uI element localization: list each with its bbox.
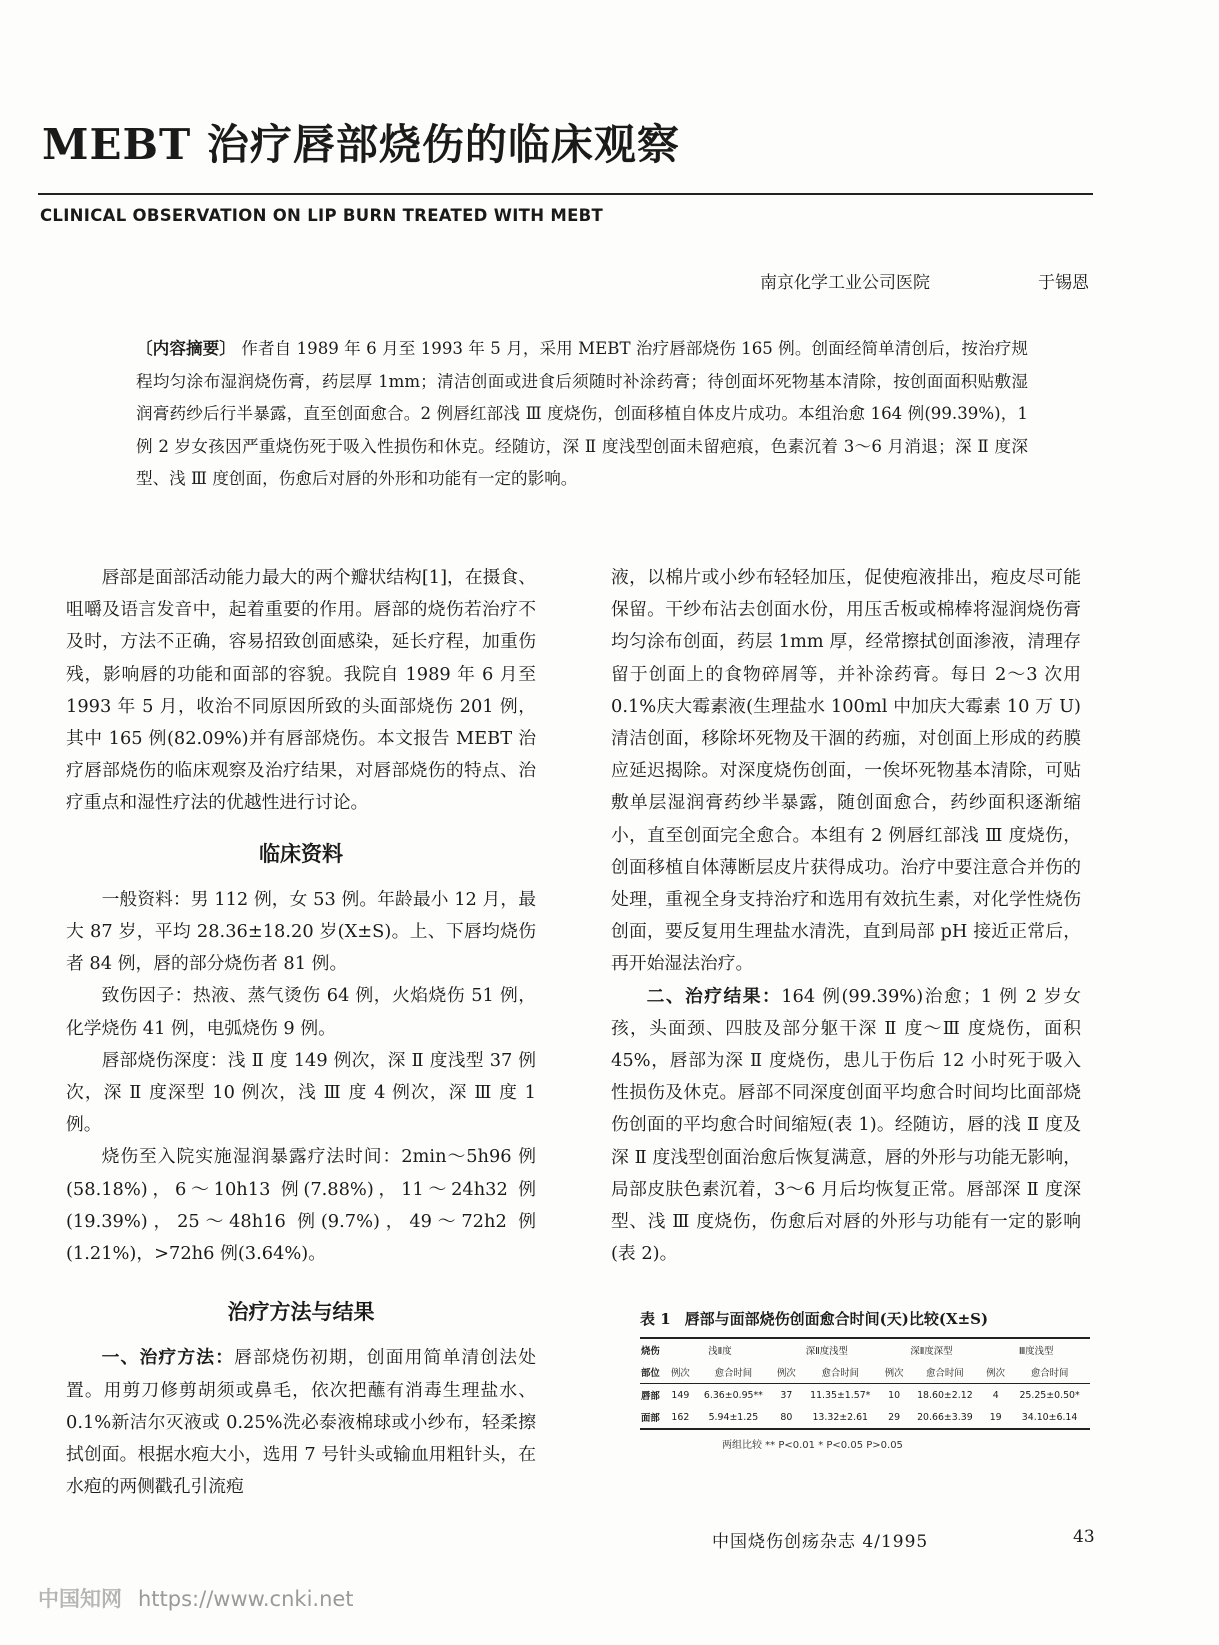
table-group-header-cell: Ⅲ度浅型 [982,1338,1090,1361]
article-title: MEBT 治疗唇部烧伤的临床观察 [42,120,680,169]
general-data-paragraph: 一般资料：男 112 例，女 53 例。年龄最小 12 月，最大 87 岁，平均 28.36±18.20 岁(X±S)。上、下唇均烧伤者 84 例，唇的部分烧伤者 81 例。 [66,888,536,975]
table-sub-header-cell: 部位 [641,1368,660,1379]
table-cell: 面部 [640,1406,667,1429]
author-affiliation: 南京化学工业公司医院 [760,273,930,293]
table-cell: 11.35±1.57* [800,1384,881,1407]
table-caption [640,1308,1090,1329]
table-cell: 20.66±3.39 [908,1406,983,1429]
body-column-left [66,562,536,1503]
table-sub-header-cell: 愈合时间 [1030,1368,1069,1379]
table-sub-header-cell: 愈合时间 [821,1368,859,1379]
table-1 [640,1308,1090,1451]
table-sub-header-cell: 例次 [986,1368,1006,1379]
watermark-url: https://www.cnki.net [138,1587,354,1611]
table-cell: 25.25±0.50* [1009,1384,1090,1407]
result-text: 164 例(99.39%)治愈；1 例 2 岁女孩，头面颈、四肢及部分躯干深 Ⅱ 度～Ⅲ 度烧伤，面积 45%，唇部为深 Ⅱ 度烧伤，患儿于伤后 12 小时死于吸入性损伤及休克。唇部不同深度创面平均愈合时间均比面部烧伤创面的平均愈合时间缩短(表 1)。经随访，唇的浅 Ⅱ 度及深 Ⅱ 度浅型创面治愈后恢复满意，唇的外形与功能无影响，局部皮肤色素沉着，3～6 月后均恢复正常。唇部深 Ⅱ 度深型、浅 Ⅲ 度烧伤，伤愈后对唇的外形与功能有一定的影响(表 2)。 [611,985,1081,1265]
english-title: CLINICAL OBSERVATION ON LIP BURN TREATED WITH MEBT [40,206,604,225]
burn-depth-paragraph: 唇部烧伤深度：浅 Ⅱ 度 149 例次，深 Ⅱ 度浅型 37 例次，深 Ⅱ 度深型 10 例次，浅 Ⅲ 度 4 例次，深 Ⅲ 度 1 例。 [66,1049,536,1136]
result-paragraph [611,981,1081,1271]
method-text: 唇部烧伤初期，创面用简单清创法处置。用剪刀修剪胡须或鼻毛，依次把蘸有消毒生理盐水、0.1%新洁尔灭液或 0.25%洗必泰液棉球或小纱布，轻柔擦拭创面。根据水疱大小，选用 7 号针头或输血用粗针头，在水疱的两侧戳孔引流疱 [66,1347,536,1498]
table-cell: 18.60±2.12 [908,1384,983,1407]
method-paragraph [66,1342,536,1503]
table-cell: 149 [667,1384,694,1407]
table-row-lip [640,1384,1090,1407]
table-sub-header-cell: 愈合时间 [926,1368,964,1379]
table-sub-header-row [640,1361,1090,1384]
intro-paragraph: 唇部是面部活动能力最大的两个瓣状结构[1]，在摄食、咀嚼及语言发音中，起着重要的作用。唇部的烧伤若治疗不及时，方法不正确，容易招致创面感染，延长疗程，加重伤残，影响唇的功能和面部的容貌。我院自 1989 年 6 月至 1993 年 5 月，收治不同原因所致的头面部烧伤 201 例，其中 165 例(82.09%)并有唇部烧伤。本文报告 MEBT 治疗唇部烧伤的临床观察及治疗结果，对唇部烧伤的特点、治疗重点和湿性疗法的优越性进行讨论。 [66,567,536,814]
admission-time-paragraph: 烧伤至入院实施湿润暴露疗法时间：2min～5h96 例(58.18%)，6～10h13 例(7.88%)，11～24h32 例(19.39%)，25～48h16 例(9.7%)，49～72h2 例(1.21%)，>72h6 例(3.64%)。 [66,1146,536,1265]
table-number: 表 1 [640,1310,671,1328]
body-column-right [611,562,1081,1270]
table-cell: 5.94±1.25 [694,1406,773,1429]
table-group-header-cell: 浅Ⅱ度 [667,1338,773,1361]
table-cell: 唇部 [640,1384,667,1407]
table-sub-header-cell: 愈合时间 [714,1368,753,1379]
table-cell: 4 [982,1384,1009,1407]
result-label: 二、治疗结果： [646,985,782,1007]
cnki-watermark [38,1583,354,1613]
table-cell: 34.10±6.14 [1009,1406,1090,1429]
method-continuation-paragraph: 液，以棉片或小纱布轻轻加压，促使疱液排出，疱皮尽可能保留。干纱布沾去创面水份，用压舌板或棉棒将湿润烧伤膏均匀涂布创面，药层 1mm 厚，经常擦拭创面渗液，清理存留于创面上的食物碎屑等，并补涂药膏。每日 2～3 次用 0.1%庆大霉素液(生理盐水 100ml 中加庆大霉素 10 万 U)清洁创面，移除坏死物及干涸的药痂，对创面上形成的药膜应延迟揭除。对深度烧伤创面，一俟坏死物基本清除，可贴敷单层湿润膏药纱半暴露，随创面愈合，药纱面积逐渐缩小，直至创面完全愈合。本组有 2 例唇红部浅 Ⅲ 度烧伤，创面移植自体薄断层皮片获得成功。治疗中要注意合并伤的处理，重视全身支持治疗和选用有效抗生素，对化学性烧伤创面，要反复用生理盐水清洗，直到局部 pH 接近正常后，再开始湿法治疗。 [611,567,1081,975]
table-caption-text: 唇部与面部烧伤创面愈合时间(天)比较(X±S) [684,1310,989,1328]
table-sub-header-cell: 例次 [671,1368,690,1379]
table-cell: 162 [667,1406,694,1429]
title-divider [38,193,1093,195]
table-cell: 37 [773,1384,800,1407]
abstract-label: 〔内容摘要〕 [136,338,236,358]
author-name: 于锡恩 [1038,273,1089,293]
table-cell: 19 [982,1406,1009,1429]
table-group-header-row [640,1338,1090,1361]
table-sub-header-cell: 例次 [777,1368,796,1379]
injury-cause-paragraph: 致伤因子：热液、蒸气烫伤 64 例，火焰烧伤 51 例，化学烧伤 41 例，电弧烧伤 9 例。 [66,985,536,1039]
table-group-header-cell: 深Ⅱ度浅型 [773,1338,881,1361]
table-row-face [640,1406,1090,1429]
healing-time-table [640,1337,1090,1430]
abstract-text: 作者自 1989 年 6 月至 1993 年 5 月，采用 MEBT 治疗唇部烧伤 165 例。创面经简单清创后，按治疗规程均匀涂布湿润烧伤膏，药层厚 1mm；清洁创面或进食后须随时补涂药膏；待创面坏死物基本清除，按创面面积贴敷湿润膏药纱后行半暴露，直至创面愈合。2 例唇红部浅 Ⅲ 度烧伤，创面移植自体皮片成功。本组治愈 164 例(99.39%)，1 例 2 岁女孩因严重烧伤死于吸入性损伤和休克。经随访，深 Ⅱ 度浅型创面未留疤痕，色素沉着 3～6 月消退；深 Ⅱ 度深型、浅 Ⅲ 度创面，伤愈后对唇的外形和功能有一定的影响。 [136,339,1028,488]
table-group-header-cell: 深Ⅱ度深型 [881,1338,983,1361]
table-cell: 10 [881,1384,908,1407]
table-cell: 80 [773,1406,800,1429]
watermark-brand: 中国知网 [38,1587,122,1611]
table-cell: 6.36±0.95** [694,1384,773,1407]
section-heading-methods: 治疗方法与结果 [227,1300,375,1325]
section-heading-clinical: 临床资料 [259,841,343,866]
table-cell: 29 [881,1406,908,1429]
table-cell: 13.32±2.61 [800,1406,881,1429]
table-footnote: 两组比较 ** P<0.01 * P<0.05 P>0.05 [722,1440,903,1451]
table-sub-header-cell: 例次 [884,1368,904,1379]
method-label: 一、治疗方法： [101,1347,235,1369]
journal-footer: 中国烧伤创疡杂志 4/1995 [712,1532,929,1552]
page-number: 43 [1073,1527,1095,1547]
table-group-header-cell: 烧伤 [640,1338,667,1361]
abstract [136,332,1028,496]
